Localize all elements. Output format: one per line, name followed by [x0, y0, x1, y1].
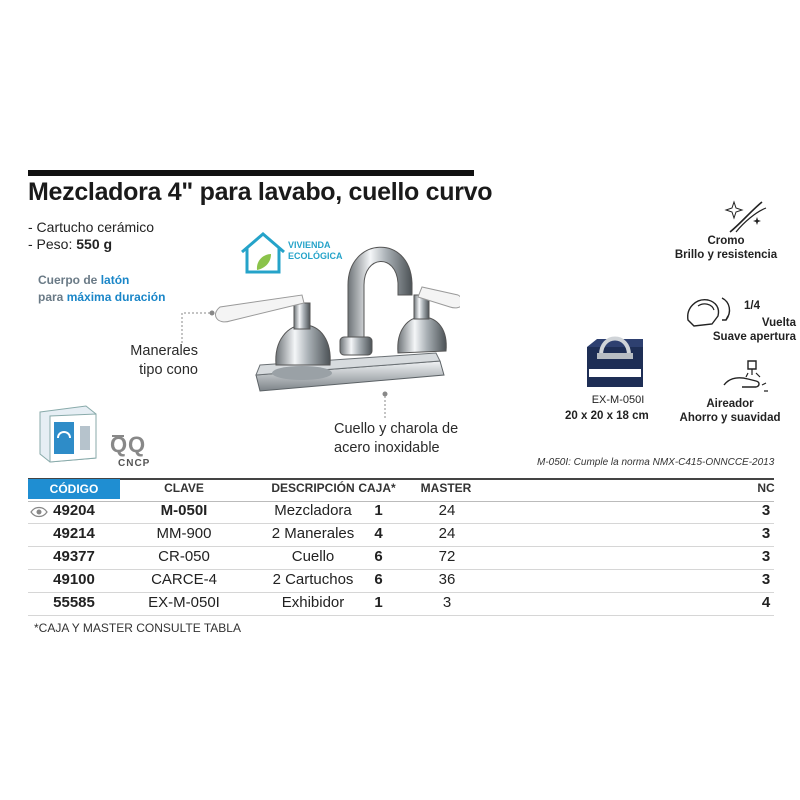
feature-chrome [656, 234, 796, 262]
col-header-nc: NC [757, 481, 775, 495]
cell-description: Exhibidor [281, 594, 345, 611]
feature-aerator-title: Aireador [706, 398, 754, 410]
neck-callout-line [380, 390, 390, 422]
cell-nc: 3 [761, 502, 771, 519]
feature-aerator-subtitle: Ahorro y suavidad [679, 412, 781, 424]
col-header-description: DESCRIPCIÓN [271, 481, 355, 495]
col-header-master: MASTER [420, 481, 472, 495]
handles-callout-line [180, 305, 220, 345]
svg-text:Q: Q [128, 432, 146, 457]
cell-master: 24 [438, 502, 456, 519]
col-header-clave: CLAVE [164, 481, 204, 495]
table-row [28, 546, 774, 570]
cell-master: 72 [438, 548, 456, 565]
feature-chrome-title: Cromo [707, 235, 745, 247]
col-header-code: CÓDIGO [28, 479, 120, 499]
table-row [28, 592, 774, 616]
cell-clave: M-050I [160, 502, 208, 519]
feature-chrome-subtitle: Brillo y resistencia [674, 249, 778, 261]
norm-note: M-050I: Cumple la norma NMX-C415-ONNCCE-2013 [537, 457, 775, 468]
table-row [28, 523, 774, 547]
handles-callout-2: tipo cono [139, 362, 198, 378]
feature-turn-fraction: 1/4 [744, 300, 760, 312]
cell-nc: 3 [761, 571, 771, 588]
cell-description: Mezcladora [274, 502, 352, 519]
spec-weight-label: - Peso: [28, 236, 73, 252]
cell-caja: 4 [374, 525, 383, 542]
aerator-hand-icon [720, 355, 772, 397]
cell-code: 49204 [53, 502, 95, 519]
cell-description: 2 Manerales [271, 525, 355, 542]
package-image [36, 402, 100, 464]
neck-callout-2: acero inoxidable [334, 440, 440, 456]
exhibitor-image [583, 325, 647, 391]
table-row [28, 500, 774, 524]
table-row [28, 569, 774, 593]
cell-description: 2 Cartuchos [272, 571, 354, 588]
brass-highlight-2: máxima duración [66, 290, 166, 304]
feature-aerator [660, 397, 800, 425]
spec-weight [28, 236, 112, 252]
cncp-logo-icon [108, 430, 162, 458]
exhibitor-label: EX-M-050I [591, 394, 645, 406]
brass-text-1: Cuerpo de [38, 273, 98, 287]
svg-text:Q: Q [110, 432, 128, 457]
footnote: *CAJA Y MASTER CONSULTE TABLA [34, 621, 241, 635]
neck-callout [334, 420, 458, 458]
cell-master: 36 [438, 571, 456, 588]
cell-caja: 6 [374, 548, 383, 565]
feature-turn-title: Vuelta [761, 317, 796, 329]
cell-nc: 3 [761, 525, 771, 542]
brass-body-note [38, 272, 165, 306]
cell-caja: 1 [374, 502, 383, 519]
handles-callout-1: Manerales [130, 343, 198, 359]
cell-nc: 4 [761, 594, 771, 611]
neck-callout-1: Cuello y charola de [334, 421, 459, 437]
brass-text-2: para [38, 290, 64, 304]
cell-clave: CR-050 [158, 548, 210, 565]
cell-caja: 6 [374, 571, 383, 588]
feature-turn [676, 316, 796, 344]
header-bar [28, 170, 474, 176]
cell-caja: 1 [374, 594, 383, 611]
cncp-label: CNCP [118, 458, 151, 469]
eco-label-1: VIVIENDA [288, 240, 331, 250]
product-title: Mezcladora 4" para lavabo, cuello curvo [28, 178, 493, 206]
exhibitor-dimensions: 20 x 20 x 18 cm [565, 410, 649, 422]
cell-master: 24 [438, 525, 456, 542]
cell-code: 55585 [53, 594, 95, 611]
cell-clave: MM-900 [156, 525, 212, 542]
col-header-caja: CAJA* [358, 481, 396, 495]
spec-weight-value: 550 g [76, 236, 113, 252]
brass-highlight-1: latón [100, 273, 130, 287]
eco-label-2: ECOLÓGICA [288, 251, 343, 261]
cell-master: 3 [442, 594, 452, 611]
faucet-image [200, 225, 460, 395]
cell-code: 49100 [53, 571, 95, 588]
handles-callout [128, 342, 198, 380]
cell-code: 49214 [53, 525, 95, 542]
cell-nc: 3 [761, 548, 771, 565]
cell-description: Cuello [291, 548, 335, 565]
feature-turn-subtitle: Suave apertura [712, 331, 796, 343]
cell-clave: EX-M-050I [148, 594, 220, 611]
chrome-shine-icon [722, 192, 770, 238]
cell-clave: CARCE-4 [151, 571, 217, 588]
spec-cartridge: - Cartucho cerámico [28, 219, 155, 235]
cell-code: 49377 [53, 548, 95, 565]
